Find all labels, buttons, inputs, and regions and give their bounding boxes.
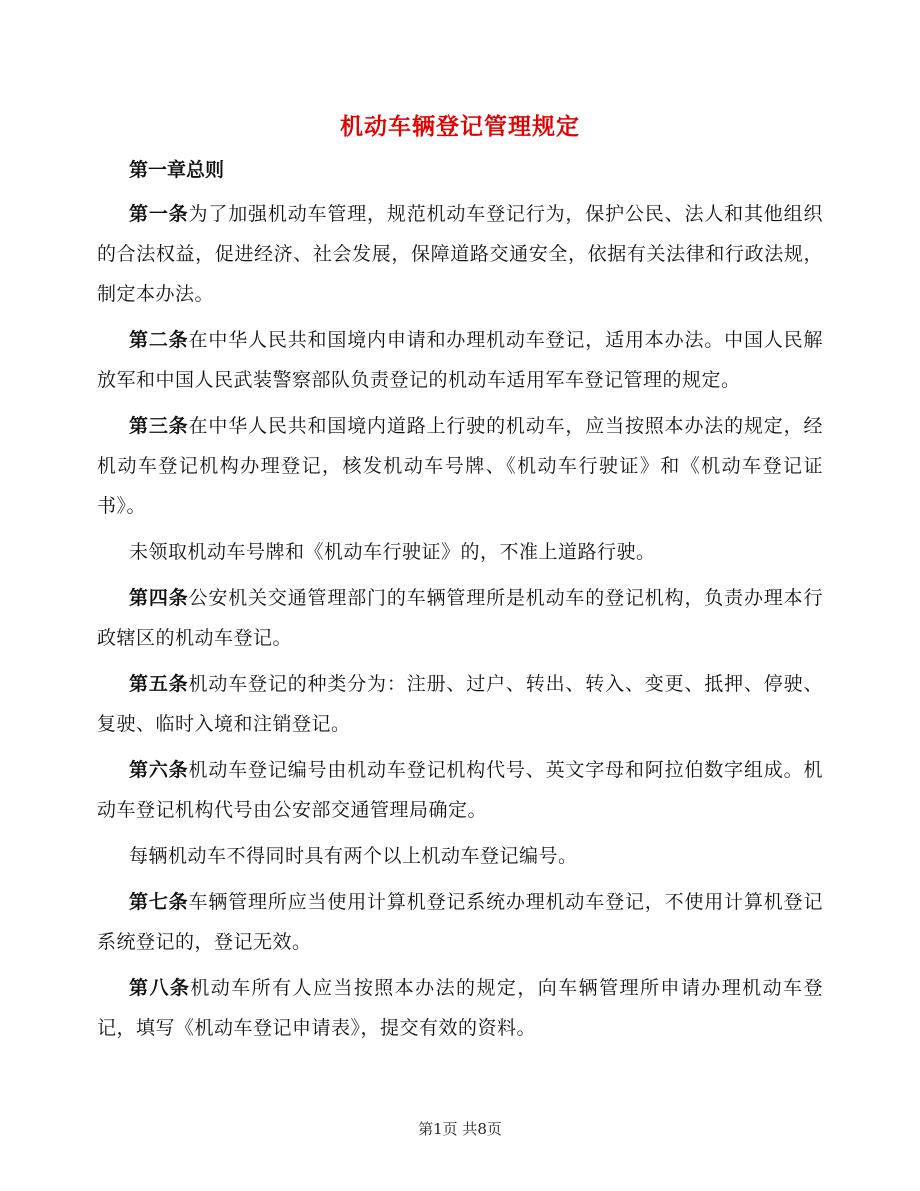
chapter-heading: 第一章总则: [129, 159, 225, 181]
article-text: 机动车所有人应当按照本办法的规定，向车辆管理所申请办理机动车登记，填写《机动车登记申请表》，提交有效的资料。: [97, 977, 823, 1039]
document-body: [97, 150, 823, 1054]
article-8: [97, 968, 823, 1048]
article-label: 第六条: [129, 759, 189, 781]
article-label: 第一条: [129, 203, 189, 225]
article-text: 每辆机动车不得同时具有两个以上机动车登记编号。: [129, 845, 578, 867]
article-text: 公安机关交通管理部门的车辆管理所是机动车的登记机构，负责办理本行政辖区的机动车登记。: [97, 587, 823, 649]
article-text: 在中华人民共和国境内申请和办理机动车登记，适用本办法。中国人民解放军和中国人民武装警察部队负责登记的机动车适用军车登记管理的规定。: [97, 329, 823, 391]
article-text: 机动车登记的种类分为：注册、过户、转出、转入、变更、抵押、停驶、复驶、临时入境和注销登记。: [97, 673, 823, 735]
page-indicator: 第1页 共8页: [418, 1120, 502, 1138]
article-7: [97, 882, 823, 962]
article-3: [97, 406, 823, 526]
article-6: [97, 750, 823, 830]
article-text: 在中华人民共和国境内道路上行驶的机动车，应当按照本办法的规定，经机动车登记机构办理登记，核发机动车号牌、《机动车行驶证》和《机动车登记证书》。: [97, 415, 823, 517]
article-label: 第二条: [129, 329, 189, 351]
article-3-note: [97, 532, 823, 572]
article-text: 机动车登记编号由机动车登记机构代号、英文字母和阿拉伯数字组成。机动车登记机构代号由公安部交通管理局确定。: [97, 759, 823, 821]
document-title: 机动车辆登记管理规定: [340, 113, 580, 140]
article-2: [97, 320, 823, 400]
article-6-note: [97, 836, 823, 876]
article-label: 第三条: [129, 415, 189, 437]
article-1: [97, 194, 823, 314]
article-5: [97, 664, 823, 744]
article-label: 第七条: [129, 891, 189, 913]
article-4: [97, 578, 823, 658]
article-label: 第四条: [129, 587, 189, 609]
article-label: 第八条: [129, 977, 191, 999]
article-text: 车辆管理所应当使用计算机登记系统办理机动车登记，不使用计算机登记系统登记的，登记无效。: [97, 891, 823, 953]
article-text: 未领取机动车号牌和《机动车行驶证》的，不准上道路行驶。: [129, 541, 656, 563]
article-label: 第五条: [129, 673, 189, 695]
article-text: 为了加强机动车管理，规范机动车登记行为，保护公民、法人和其他组织的合法权益，促进经济、社会发展，保障道路交通安全，依据有关法律和行政法规，制定本办法。: [97, 203, 823, 305]
